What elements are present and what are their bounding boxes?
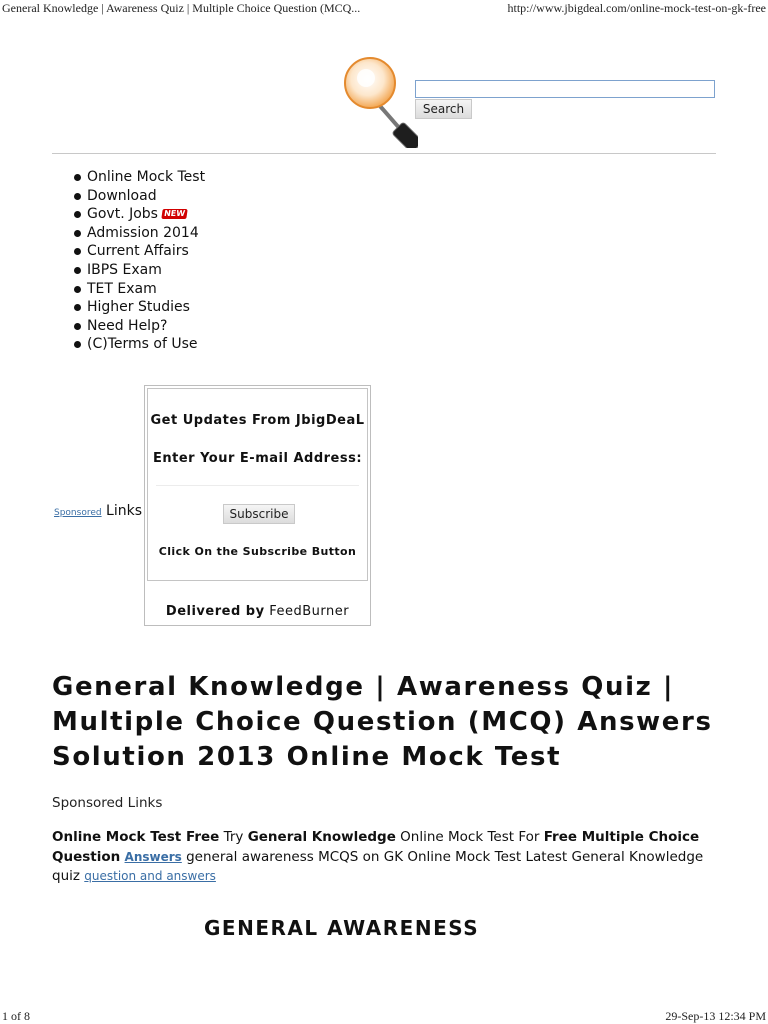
- main-nav: [73, 168, 205, 354]
- intro-paragraph: [52, 828, 722, 887]
- intro-text-1: Try: [219, 829, 248, 845]
- sponsored-links-small: [54, 500, 142, 519]
- nav-item-terms-of-use[interactable]: [73, 335, 205, 354]
- nav-item-label: Higher Studies: [87, 299, 190, 316]
- section-title: GENERAL AWARENESS: [204, 916, 480, 940]
- feedburner-link[interactable]: FeedBurner: [269, 604, 350, 619]
- print-header-title: General Knowledge | Awareness Quiz | Multiple Choice Question (MCQ...: [2, 1, 361, 15]
- email-prompt: Enter Your E-mail Address:: [152, 451, 363, 466]
- magnifier-icon[interactable]: [338, 56, 418, 148]
- nav-item-label: TET Exam: [87, 280, 157, 297]
- nav-item-ibps-exam[interactable]: [73, 261, 205, 280]
- new-badge: NEW: [161, 209, 187, 219]
- nav-item-admission-2014[interactable]: [73, 224, 205, 243]
- bullet: [74, 304, 81, 311]
- bullet: [74, 193, 81, 200]
- subscribe-form: [147, 388, 368, 581]
- bullet: [74, 267, 81, 274]
- print-header: [0, 0, 768, 16]
- print-datetime: 29-Sep-13 12:34 PM: [665, 1009, 766, 1023]
- nav-item-higher-studies[interactable]: [73, 298, 205, 317]
- nav-item-label: Govt. Jobs: [87, 206, 158, 223]
- delivered-by-label: Delivered by: [165, 604, 265, 619]
- bullet: [74, 174, 81, 181]
- nav-item-label: Online Mock Test: [87, 169, 206, 185]
- bullet: [74, 230, 81, 237]
- bullet: [74, 248, 81, 255]
- nav-item-label: Need Help?: [87, 317, 168, 334]
- email-field[interactable]: [156, 485, 359, 503]
- print-footer: [0, 1008, 768, 1024]
- print-header-url: http://www.jbigdeal.com/online-mock-test-on-gk-free: [507, 1, 766, 15]
- nav-item-label: Download: [87, 187, 157, 204]
- nav-item-label: Admission 2014: [87, 224, 199, 241]
- nav-item-download[interactable]: [73, 187, 205, 206]
- intro-bold-1: Online Mock Test Free: [52, 829, 220, 845]
- question-and-answers-link[interactable]: question and answers: [84, 869, 216, 883]
- nav-item-label: Current Affairs: [87, 243, 189, 260]
- intro-text-4: general awareness MCQS on GK Online Mock Test Latest General Knowledge quiz: [52, 848, 704, 884]
- nav-item-label: (C)Terms of Use: [87, 336, 198, 353]
- bullet: [74, 323, 81, 330]
- subscribe-hint: Click On the Subscribe Button: [158, 545, 357, 558]
- answers-link[interactable]: Answers: [124, 849, 182, 864]
- nav-item-tet-exam[interactable]: [73, 280, 205, 299]
- nav-item-current-affairs[interactable]: [73, 242, 205, 261]
- bullet: [74, 286, 81, 293]
- subscribe-widget: [144, 385, 371, 626]
- search-input[interactable]: [415, 80, 715, 98]
- bullet: [74, 341, 81, 348]
- nav-item-online-mock-test[interactable]: [73, 168, 205, 187]
- nav-item-need-help[interactable]: [73, 317, 205, 336]
- subscribe-heading: Get Updates From JbigDeaL: [150, 413, 365, 428]
- subscribe-button[interactable]: Subscribe: [223, 504, 295, 524]
- delivered-by: [145, 604, 370, 619]
- nav-item-govt-jobs[interactable]: [73, 205, 205, 224]
- page-count: 1 of 8: [2, 1009, 30, 1023]
- bullet: [74, 211, 81, 218]
- header-divider: [52, 153, 716, 154]
- sponsored-links-suffix: Links: [101, 503, 143, 519]
- sponsored-links-label: Sponsored Links: [52, 795, 163, 811]
- nav-item-label: IBPS Exam: [87, 261, 162, 278]
- intro-text-2: Online Mock Test For: [395, 829, 544, 845]
- page-title: General Knowledge | Awareness Quiz | Multiple Choice Question (MCQ) Answers Solution 2013 Online Mock Test: [52, 672, 713, 772]
- intro-bold-2: General Knowledge: [247, 829, 396, 845]
- search-button[interactable]: Search: [415, 99, 472, 119]
- sponsored-link[interactable]: Sponsored: [54, 508, 102, 518]
- intro-bold-3: Free Multiple Choice Question: [52, 829, 700, 865]
